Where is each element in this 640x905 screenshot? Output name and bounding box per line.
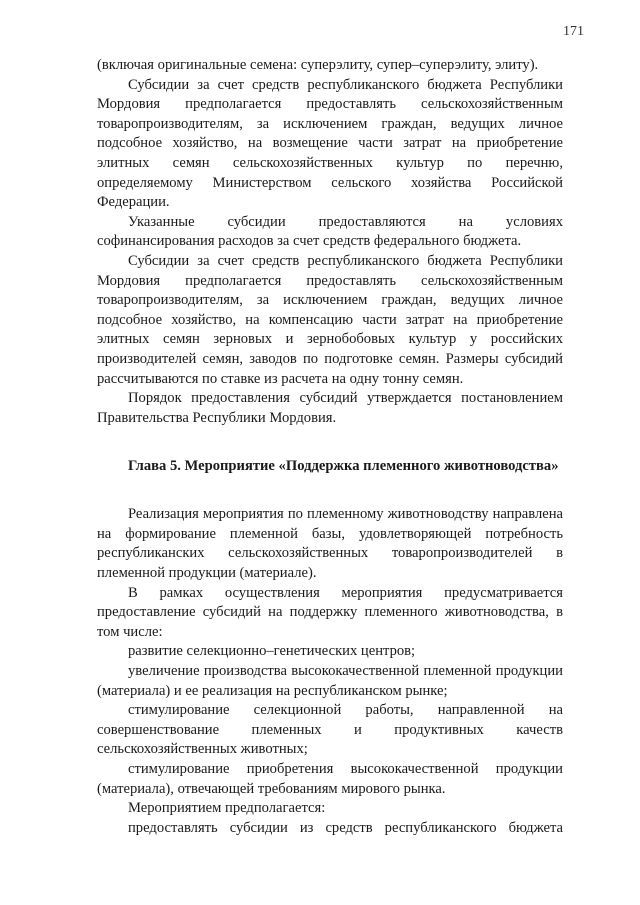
paragraph-breeding-subsidies: В рамках осуществления мероприятия предусматривается предоставление субсидий на поддержку племенного животноводства, в том числе: <box>97 584 563 640</box>
paragraph-subsidy-procedure: Порядок предоставления субсидий утверждается постановлением Правительства Республики Мордовия. <box>97 390 563 426</box>
page-content <box>97 56 563 838</box>
chapter-heading: Глава 5. Мероприятие «Поддержка племенного животноводства» <box>128 458 559 475</box>
paragraph-measure-intro: Мероприятием предполагается: <box>128 800 326 817</box>
page-number: 171 <box>563 24 584 39</box>
paragraph-subsidies-elite-seeds: Субсидии за счет средств республиканского бюджета Республики Мордовия предполагается предоставлять сельскохозяйственным товаропроизводителям, за исключением граждан, ведущих личное подсобное хозяйство, на возмещение части затрат на приобретение элитных семян сельскохозяйственных культур по перечню, определяемому Министерством сельского хозяйства Российской Федерации. <box>97 76 563 211</box>
section-spacer <box>97 477 563 505</box>
paragraph-breeding-goal: Реализация мероприятия по племенному животноводству направлена на формирование племенной базы, удовлетворяющей потребность республиканских сельскохозяйственных товаропроизводителей в племенной продукции (материале). <box>97 506 563 582</box>
paragraph-seeds-continuation: (включая оригинальные семена: суперэлиту, супер–суперэлиту, элиту). <box>97 57 539 73</box>
list-item-genetic-centers: развитие селекционно–генетических центров; <box>128 643 416 660</box>
paragraph-subsidies-grain-seeds: Субсидии за счет средств республиканского бюджета Республики Мордовия предполагается предоставлять сельскохозяйственным товаропроизводителям, за исключением граждан, ведущих личное подсобное хозяйство, на компенсацию части затрат на приобретение элитных семян зерновых и зернобобовых культур у российских производителей семян, заводов по подготовке семян. Размеры субсидий рассчитываются по ставке из расчета на одну тонну семян. <box>97 252 563 387</box>
list-item-selection-work: стимулирование селекционной работы, направленной на совершенствование племенных и продуктивных качеств сельскохозяйственных животных; <box>97 702 563 758</box>
paragraph-cofinancing: Указанные субсидии предоставляются на условиях софинансирования расходов за счет средств федерального бюджета. <box>97 213 563 250</box>
list-item-purchase-stimulation: стимулирование приобретения высококачественной продукции (материала), отвечающей требованиям мирового рынка. <box>97 761 563 797</box>
paragraph-measure-subsidies: предоставлять субсидии из средств республиканского бюджета <box>128 819 563 836</box>
list-item-production-increase: увеличение производства высококачественной племенной продукции (материала) и ее реализация на республиканском рынке; <box>97 663 563 699</box>
